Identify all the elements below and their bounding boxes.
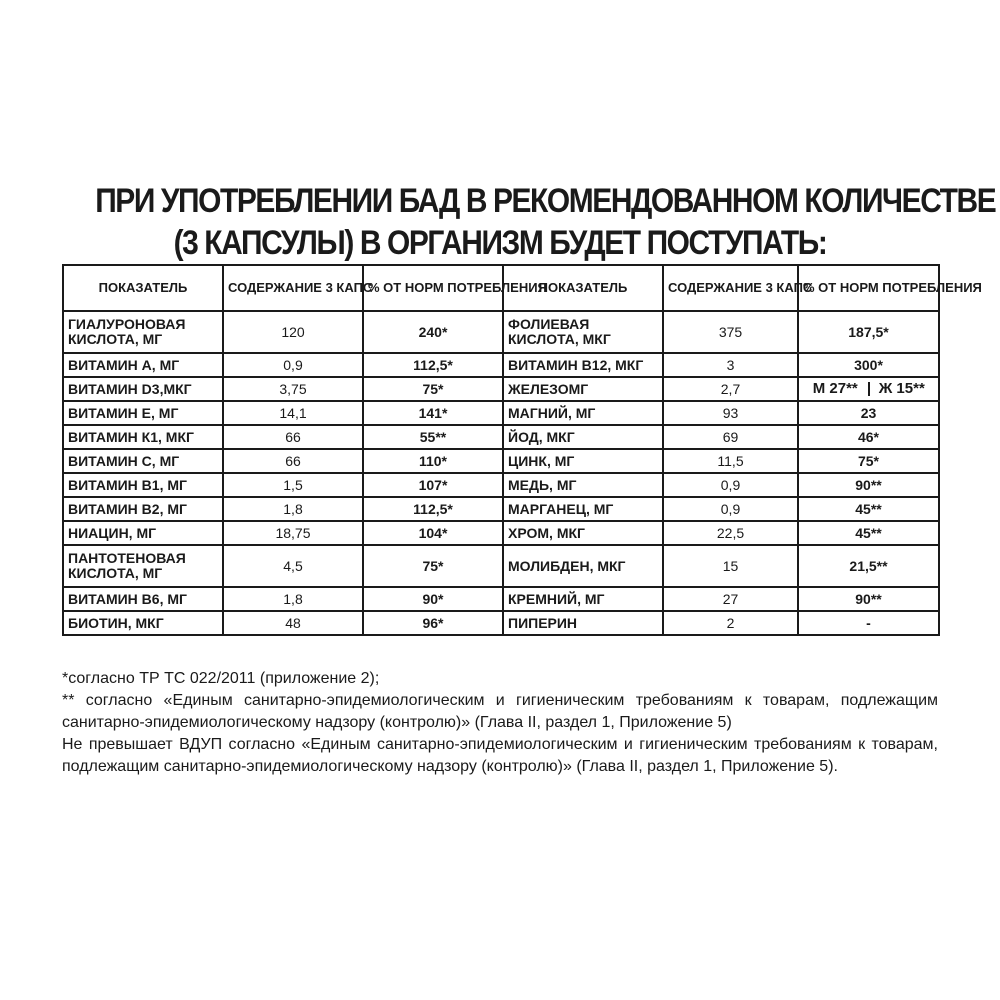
nutrient-amount: 69 bbox=[663, 425, 798, 449]
table-row bbox=[63, 611, 939, 635]
nutrition-table bbox=[62, 264, 982, 636]
nutrient-percent: 21,5** bbox=[798, 545, 939, 587]
nutrient-percent: - bbox=[798, 611, 939, 635]
footnotes bbox=[62, 668, 938, 778]
nutrient-percent: 104* bbox=[363, 521, 503, 545]
nutrient-percent: 96* bbox=[363, 611, 503, 635]
nutrient-percent: 46* bbox=[798, 425, 939, 449]
nutrient-percent: 75* bbox=[363, 545, 503, 587]
nutrient-amount: 1,8 bbox=[223, 497, 363, 521]
table-row bbox=[63, 473, 939, 497]
percent-female: Ж 15** bbox=[878, 380, 925, 397]
nutrient-percent: 240* bbox=[363, 311, 503, 353]
nutrient-amount: 3,75 bbox=[223, 377, 363, 401]
nutrient-amount: 18,75 bbox=[223, 521, 363, 545]
footnote-1: *согласно ТР ТС 022/2011 (приложение 2); bbox=[62, 670, 380, 687]
nutrient-percent: 90* bbox=[363, 587, 503, 611]
table-row bbox=[63, 401, 939, 425]
nutrient-name: ПАНТОТЕНОВАЯ КИСЛОТА, МГ bbox=[63, 545, 223, 587]
nutrient-name: ВИТАМИН D3,МКГ bbox=[63, 377, 223, 401]
header-indicator-left: ПОКАЗАТЕЛЬ bbox=[63, 265, 223, 311]
nutrient-percent: 45** bbox=[798, 497, 939, 521]
page-title bbox=[95, 180, 996, 264]
nutrient-percent: 23 bbox=[798, 401, 939, 425]
nutrient-name: МАРГАНЕЦ, МГ bbox=[503, 497, 663, 521]
nutrient-percent: 107* bbox=[363, 473, 503, 497]
footnote-2: ** согласно «Единым санитарно-эпидемиологическим и гигиеническим требованиям к товарам, подлежащим санитарно-эпидемиологическому надзору (контролю)» (Глава II, раздел 1, Приложение 5) bbox=[62, 692, 938, 731]
table-row bbox=[63, 377, 939, 401]
nutrient-percent: 112,5* bbox=[363, 353, 503, 377]
nutrient-percent: 110* bbox=[363, 449, 503, 473]
table-row bbox=[63, 311, 939, 353]
header-content-right: СОДЕРЖАНИЕ 3 КАПС bbox=[663, 265, 798, 311]
nutrient-amount: 1,5 bbox=[223, 473, 363, 497]
nutrient-name: МАГНИЙ, МГ bbox=[503, 401, 663, 425]
nutrient-name: КРЕМНИЙ, МГ bbox=[503, 587, 663, 611]
nutrient-name: ВИТАМИН А, МГ bbox=[63, 353, 223, 377]
nutrient-amount: 3 bbox=[663, 353, 798, 377]
header-indicator-right: ПОКАЗАТЕЛЬ bbox=[503, 265, 663, 311]
nutrient-percent: 90** bbox=[798, 587, 939, 611]
nutrient-name: ХРОМ, МКГ bbox=[503, 521, 663, 545]
nutrient-percent: 45** bbox=[798, 521, 939, 545]
nutrient-name: МОЛИБДЕН, МКГ bbox=[503, 545, 663, 587]
nutrient-percent: 112,5* bbox=[363, 497, 503, 521]
table-row bbox=[63, 545, 939, 587]
nutrient-amount: 4,5 bbox=[223, 545, 363, 587]
title-line-2: (3 КАПСУЛЫ) В ОРГАНИЗМ БУДЕТ ПОСТУПАТЬ: bbox=[173, 224, 827, 262]
nutrient-amount: 15 bbox=[663, 545, 798, 587]
header-content-left: СОДЕРЖАНИЕ 3 КАПС bbox=[223, 265, 363, 311]
nutrient-amount: 2 bbox=[663, 611, 798, 635]
nutrient-amount: 11,5 bbox=[663, 449, 798, 473]
footnote-3: Не превышает ВДУП согласно «Единым санитарно-эпидемиологическим и гигиеническим требованиям к товарам, подлежащим санитарно-эпидемиологическому надзору (контролю)» (Глава II, раздел 1, Приложение 5). bbox=[62, 736, 938, 775]
nutrient-percent: 55** bbox=[363, 425, 503, 449]
nutrient-amount: 0,9 bbox=[663, 497, 798, 521]
nutrient-amount: 120 bbox=[223, 311, 363, 353]
nutrient-percent: 300* bbox=[798, 353, 939, 377]
nutrient-name: ЙОД, МКГ bbox=[503, 425, 663, 449]
nutrient-amount: 66 bbox=[223, 425, 363, 449]
nutrient-amount: 375 bbox=[663, 311, 798, 353]
header-percent-left: % ОТ НОРМ ПОТРЕБЛЕНИЯ bbox=[363, 265, 503, 311]
table-row bbox=[63, 449, 939, 473]
nutrient-name: ВИТАМИН В2, МГ bbox=[63, 497, 223, 521]
nutrient-name: ВИТАМИН В1, МГ bbox=[63, 473, 223, 497]
nutrient-percent: 141* bbox=[363, 401, 503, 425]
nutrient-amount: 48 bbox=[223, 611, 363, 635]
table-row bbox=[63, 587, 939, 611]
nutrient-name: НИАЦИН, МГ bbox=[63, 521, 223, 545]
table-row bbox=[63, 425, 939, 449]
table-header-row bbox=[63, 265, 939, 311]
table-row bbox=[63, 521, 939, 545]
nutrient-name: ВИТАМИН В12, МКГ bbox=[503, 353, 663, 377]
nutrient-amount: 22,5 bbox=[663, 521, 798, 545]
nutrient-amount: 0,9 bbox=[663, 473, 798, 497]
nutrient-name: ВИТАМИН К1, МКГ bbox=[63, 425, 223, 449]
nutrient-name: ВИТАМИН С, МГ bbox=[63, 449, 223, 473]
nutrient-name: ВИТАМИН В6, МГ bbox=[63, 587, 223, 611]
nutrient-amount: 1,8 bbox=[223, 587, 363, 611]
nutrient-name: ГИАЛУРОНОВАЯ КИСЛОТА, МГ bbox=[63, 311, 223, 353]
nutrient-percent: 75* bbox=[798, 449, 939, 473]
nutrient-amount: 93 bbox=[663, 401, 798, 425]
nutrient-percent: 75* bbox=[363, 377, 503, 401]
table-row bbox=[63, 497, 939, 521]
nutrient-name: БИОТИН, МКГ bbox=[63, 611, 223, 635]
nutrient-name: ПИПЕРИН bbox=[503, 611, 663, 635]
nutrient-percent: 90** bbox=[798, 473, 939, 497]
nutrient-amount: 14,1 bbox=[223, 401, 363, 425]
nutrient-percent-split bbox=[798, 377, 939, 401]
nutrient-amount: 0,9 bbox=[223, 353, 363, 377]
percent-male: М 27** bbox=[803, 382, 870, 396]
header-percent-right: % ОТ НОРМ ПОТРЕБЛЕНИЯ bbox=[798, 265, 939, 311]
nutrient-amount: 2,7 bbox=[663, 377, 798, 401]
nutrient-percent: 187,5* bbox=[798, 311, 939, 353]
nutrient-name: ВИТАМИН Е, МГ bbox=[63, 401, 223, 425]
nutrient-amount: 66 bbox=[223, 449, 363, 473]
title-line-1: ПРИ УПОТРЕБЛЕНИИ БАД В РЕКОМЕНДОВАННОМ КОЛИЧЕСТВЕ bbox=[95, 182, 996, 220]
nutrient-name: ФОЛИЕВАЯ КИСЛОТА, МКГ bbox=[503, 311, 663, 353]
nutrient-name: МЕДЬ, МГ bbox=[503, 473, 663, 497]
nutrient-name: ЖЕЛЕЗОМГ bbox=[503, 377, 663, 401]
nutrient-name: ЦИНК, МГ bbox=[503, 449, 663, 473]
nutrient-amount: 27 bbox=[663, 587, 798, 611]
table-row bbox=[63, 353, 939, 377]
